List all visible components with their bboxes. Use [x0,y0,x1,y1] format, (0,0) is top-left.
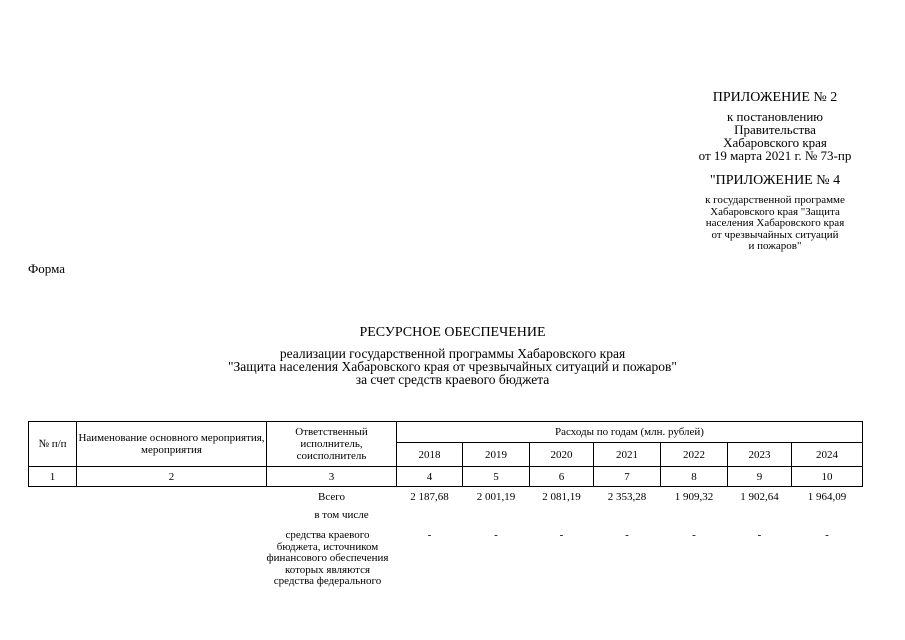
header-year: 2023 [728,443,792,467]
row-value [661,504,728,522]
column-number: 1 [29,467,77,487]
column-number: 2 [77,467,267,487]
header-year: 2019 [463,443,530,467]
appendix-line: от 19 марта 2021 г. № 73-пр [698,148,852,163]
row-value: - [427,529,432,541]
column-number: 10 [792,467,863,487]
header-year: 2022 [661,443,728,467]
table-row [29,487,863,504]
document-title: РЕСУРСНОЕ ОБЕСПЕЧЕНИЕ [359,325,546,340]
appendix-title: ПРИЛОЖЕНИЕ № 2 [712,90,838,105]
subtitle-line: за счет средств краевого бюджета [355,372,550,387]
table-row [29,504,863,522]
header-executor: Ответственный исполнитель, соисполнитель [267,422,397,467]
header-year: 2021 [594,443,661,467]
subtitle-line: "Защита населения Хабаровского края от чрезвычайных ситуаций и пожаров" [228,359,677,374]
row-value [530,504,594,522]
column-number-row [29,467,863,487]
row-value: 1 909,32 [674,491,714,503]
row-value: - [692,529,696,541]
row-value: 2 187,68 [410,491,449,503]
row-value [463,504,530,522]
row-value: - [757,529,762,541]
row-value: 2 001,19 [476,491,516,503]
row-value: 1 902,64 [740,491,779,503]
column-number: 3 [267,467,397,487]
row-value: - [494,529,498,541]
row-value: - [559,529,564,541]
header-expenses: Расходы по годам (млн. рублей) [397,422,863,443]
row-value [728,504,792,522]
inner-appendix-text [680,195,870,253]
appendix-line: Хабаровского края [723,135,827,150]
appendix-line: Правительства [734,122,816,137]
row-value: - [825,529,829,541]
inner-appendix-block [680,173,870,253]
appendix-text [680,110,870,162]
row-label-regional-budget: средства краевого бюджета, источником финансового обеспечения которых являются средства федерального [266,529,389,587]
subtitle-line: реализации государственной программы Хабаровского края [279,346,626,361]
column-number: 4 [397,467,463,487]
row-value: - [625,529,629,541]
row-value [792,504,863,522]
header-name: Наименование основного мероприятия, мероприятия [77,422,267,467]
table-row [29,521,863,588]
resource-table [28,421,863,588]
inner-appendix-title: "ПРИЛОЖЕНИЕ № 4 [709,173,841,188]
row-label-total: Всего [318,491,345,503]
row-value [397,504,463,522]
inner-appendix-line: от чрезвычайных ситуаций [711,228,839,241]
appendix-line: к постановлению [726,109,824,124]
inner-appendix-line: Хабаровского края "Защита [710,205,840,218]
column-number: 8 [661,467,728,487]
inner-appendix-line: к государственной программе [705,194,845,206]
row-value: 2 353,28 [607,491,647,503]
column-number: 9 [728,467,792,487]
document-subtitle [0,347,905,386]
inner-appendix-line: и пожаров" [748,240,802,252]
header-num: № п/п [29,422,77,467]
row-value: 1 964,09 [807,491,847,503]
appendix-block [680,90,870,162]
header-year: 2024 [792,443,863,467]
header-year: 2020 [530,443,594,467]
column-number: 5 [463,467,530,487]
header-year: 2018 [397,443,463,467]
row-label-including: в том числе [314,508,369,521]
row-value: 2 081,19 [542,491,581,503]
inner-appendix-line: населения Хабаровского края [705,217,845,229]
column-number: 7 [594,467,661,487]
form-label: Форма [28,261,65,276]
column-number: 6 [530,467,594,487]
row-value [594,504,661,522]
